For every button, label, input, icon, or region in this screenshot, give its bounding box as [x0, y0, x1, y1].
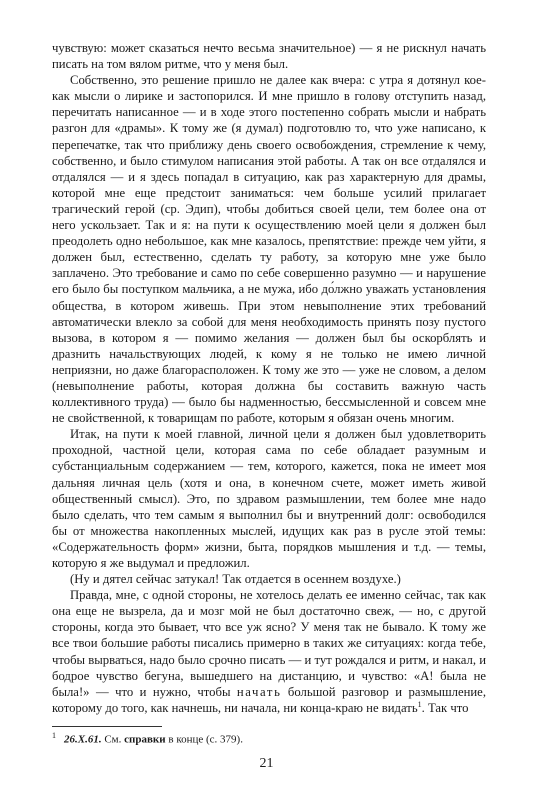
paragraph-5-text-a: Правда, мне, с одной стороны, не хотелось делать ее именно сейчас, так как она еще не вызрела, да и мозг мой не был достаточно свеж, — но, с другой стороны, когда это бывает, что все уж ясно? У меня так не бывало. К тому же все твои большие работы писались примерно в таких же ситуациях: когда тебе, чтобы вырваться, надо было срочно писать — и тут рождался и ритм, и накал, и бодрое чувство бегуна, вышедшего на дистанцию, и чувство: «А! была не была!» — что и нужно, чтобы	[52, 588, 486, 699]
paragraph-5-text-b: большой разговор и размышление, которому до того, как начнешь, ни начала, ни конца-краю не видать	[52, 684, 486, 715]
footnote-date: 26.X.61.	[64, 733, 102, 746]
paragraph-2: Собственно, это решение пришло не далее как вчера: с утра я дотянул кое-как мысли о лирике и застопорился. И мне пришло в голову отступить назад, перечитать написанное — и в ходе этого постепенно собрать мысли и набрать разгон для «драмы». К тому же (я думал) подготовлю то, что уже написано, к перепечатке, так что приближу день своего освобождения, стремление к чему, собственно, и было стимулом написания этой работы. А так он все отдалялся и отдалялся — и я здесь попадал в ситуацию, как раз характерную для драмы, которой мне еще предстоит заниматься: чем больше усилий прилагает трагический герой (ср. Эдип), чтобы добиться своей цели, тем более она от него ускользает. Так и я: на пути к осуществлению моей цели я должен был преодолеть одно небольшое, как мне казалось, препятствие: прежде чем уйти, я должен был, естественно, сделать ту работу, за которую мне уже было заплачено. Это требование и само по себе совершенно разумно — и нарушение его было бы поступком мальчика, а не мужа, ибо до́лжно уважать установления общества, в котором живешь. При этом невыполнение этих требований автоматически влекло за собой для меня необходимость принять позу пустого вызова, в котором я — помимо желания — должен был бы оскорблять и дразнить начальствующих людей, к кому я не только не имею личной неприязни, но даже благорасположен. К тому же это — уже не словом, а делом (невыполнение работы, которая должна бы составить важную часть коллективного труда) — было бы надменностью, бессмысленной и совсем мне не свойственной, к товарищам по работе, которым я обязан очень многим.	[52, 73, 486, 426]
paragraph-5-text-c: . Так что	[421, 700, 469, 715]
page-number: 21	[259, 756, 274, 771]
paragraph-5	[52, 587, 486, 716]
spaced-emphasis-word: начать	[236, 684, 282, 699]
page-body	[52, 40, 486, 716]
footnote	[52, 729, 486, 747]
footnote-divider	[52, 726, 162, 727]
paragraph-4: (Ну и дятел сейчас затукал! Так отдается в осеннем воздухе.)	[70, 572, 401, 587]
footnote-suffix: в конце (с. 379).	[168, 733, 243, 746]
footnote-bold-word: справки	[124, 733, 166, 746]
paragraph-1: чувствую: может сказаться нечто весьма значительное) — я не рискнул начать писать на том вялом ритме, что у меня был.	[52, 41, 486, 72]
footnote-marker: 1	[52, 731, 56, 740]
footnote-reference[interactable]: 1	[417, 699, 422, 709]
footnote-prefix: См.	[104, 733, 122, 746]
paragraph-3: Итак, на пути к моей главной, личной цели я должен был удовлетворить проходной, частной цели, которая сама по себе обладает разумным и субстанциальным содержанием — тем, которого, кажется, пока не имеет моя дальняя личная цель (хотя и она, в конечном счете, может иметь живой общественный смысл). Это, по здравом размышлении, тем более мне надо было сделать, что тем самым я выполнил бы и внутренний долг: освободился бы от множества накопленных мыслей, идущих как раз в русле этой темы: «Содержательность форм» жизни, быта, порядков мышления и т.д. — темы, которую я же выдумал и предложил.	[52, 427, 486, 570]
